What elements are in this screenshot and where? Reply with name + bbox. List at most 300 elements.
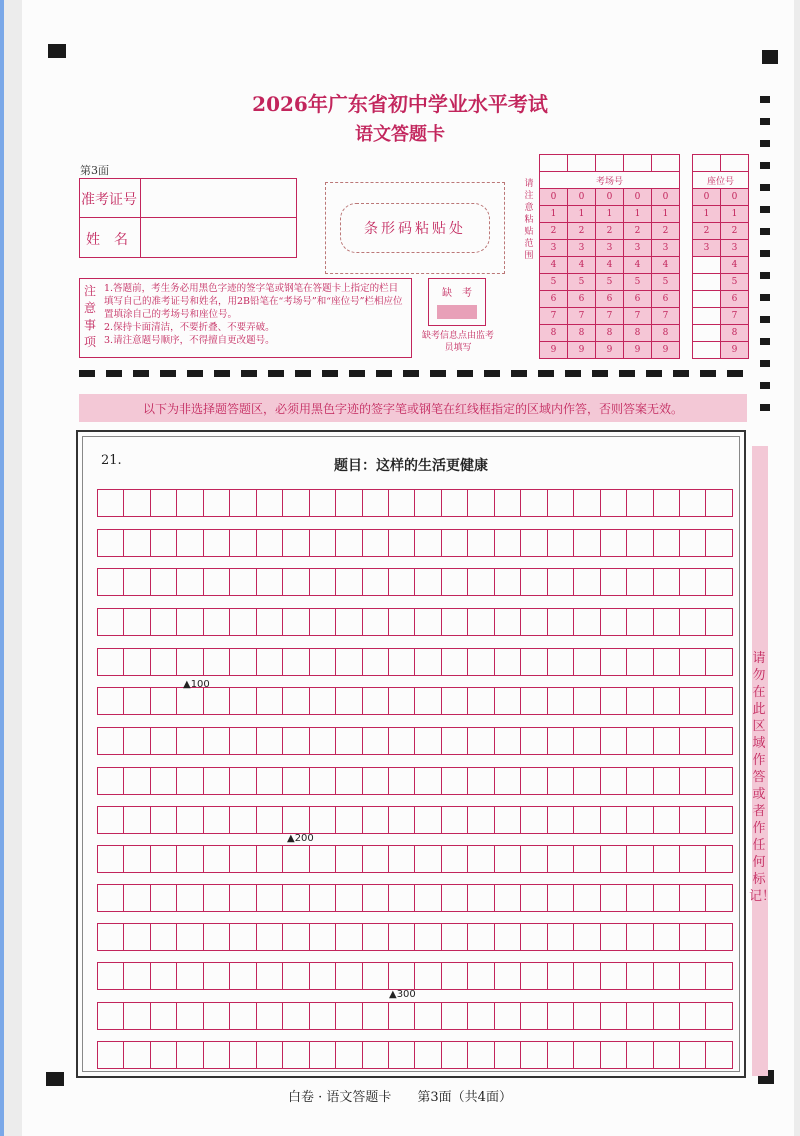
writing-grid-cell[interactable]: [336, 530, 362, 556]
writing-grid-cell[interactable]: [336, 807, 362, 833]
writing-grid-cell[interactable]: [124, 963, 150, 989]
writing-grid-cell[interactable]: [151, 649, 177, 675]
writing-grid-cell[interactable]: [230, 688, 256, 714]
writing-grid-cell[interactable]: [415, 963, 441, 989]
writing-grid-cell[interactable]: [283, 530, 309, 556]
writing-grid-cell[interactable]: [151, 728, 177, 754]
writing-grid-cell[interactable]: [468, 768, 494, 794]
writing-grid-cell[interactable]: [654, 924, 680, 950]
writing-grid-cell[interactable]: [601, 885, 627, 911]
writing-grid-cell[interactable]: [548, 609, 574, 635]
writing-grid-cell[interactable]: [574, 924, 600, 950]
writing-grid-cell[interactable]: [521, 728, 547, 754]
writing-grid-cell[interactable]: [177, 609, 203, 635]
writing-grid-cell[interactable]: [230, 609, 256, 635]
writing-grid-cell[interactable]: [389, 490, 415, 516]
writing-grid-cell[interactable]: [98, 1003, 124, 1029]
writing-grid-cell[interactable]: [389, 768, 415, 794]
writing-grid-cell[interactable]: [601, 490, 627, 516]
writing-grid-cell[interactable]: [680, 807, 706, 833]
writing-grid-cell[interactable]: [495, 490, 521, 516]
writing-grid-cell[interactable]: [98, 530, 124, 556]
writing-grid-cell[interactable]: [363, 846, 389, 872]
writing-grid-cell[interactable]: [548, 569, 574, 595]
writing-grid-cell[interactable]: [415, 609, 441, 635]
writing-grid-cell[interactable]: [257, 728, 283, 754]
writing-grid-cell[interactable]: [310, 1042, 336, 1068]
writing-grid-cell[interactable]: [151, 609, 177, 635]
writing-grid-cell[interactable]: [521, 846, 547, 872]
writing-grid-cell[interactable]: [548, 846, 574, 872]
writing-grid-cell[interactable]: [495, 885, 521, 911]
writing-grid-cell[interactable]: [124, 768, 150, 794]
writing-grid-cell[interactable]: [601, 609, 627, 635]
writing-grid-cell[interactable]: [548, 530, 574, 556]
writing-grid-cell[interactable]: [680, 963, 706, 989]
writing-grid-cell[interactable]: [442, 846, 468, 872]
writing-grid-cell[interactable]: [627, 569, 653, 595]
writing-grid-row[interactable]: [97, 845, 733, 873]
writing-grid-cell[interactable]: [310, 728, 336, 754]
writing-grid-cell[interactable]: [627, 1042, 653, 1068]
writing-grid-cell[interactable]: [415, 688, 441, 714]
writing-grid-cell[interactable]: [574, 1003, 600, 1029]
writing-grid-cell[interactable]: [495, 609, 521, 635]
writing-grid-cell[interactable]: [706, 728, 731, 754]
writing-grid-cell[interactable]: [283, 728, 309, 754]
writing-grid-cell[interactable]: [574, 963, 600, 989]
writing-grid-cell[interactable]: [124, 530, 150, 556]
writing-grid-cell[interactable]: [468, 688, 494, 714]
seat-digit-bubble[interactable]: 4: [721, 257, 749, 274]
writing-grid-cell[interactable]: [151, 1003, 177, 1029]
room-digit-bubble[interactable]: 6: [652, 291, 680, 308]
writing-grid-cell[interactable]: [257, 490, 283, 516]
writing-grid-cell[interactable]: [124, 1003, 150, 1029]
writing-grid-cell[interactable]: [495, 1042, 521, 1068]
writing-grid-cell[interactable]: [442, 768, 468, 794]
writing-grid-cell[interactable]: [468, 490, 494, 516]
writing-grid-cell[interactable]: [98, 688, 124, 714]
writing-grid-row[interactable]: [97, 1041, 733, 1069]
writing-grid-cell[interactable]: [230, 963, 256, 989]
writing-grid-cell[interactable]: [336, 649, 362, 675]
writing-grid-cell[interactable]: [468, 885, 494, 911]
writing-grid-cell[interactable]: [230, 569, 256, 595]
writing-grid-cell[interactable]: [442, 530, 468, 556]
writing-grid-cell[interactable]: [363, 1042, 389, 1068]
writing-grid-cell[interactable]: [151, 569, 177, 595]
writing-grid-cell[interactable]: [283, 846, 309, 872]
writing-grid-cell[interactable]: [230, 1003, 256, 1029]
writing-grid-cell[interactable]: [257, 569, 283, 595]
room-digit-bubble[interactable]: 1: [568, 206, 596, 223]
writing-grid-cell[interactable]: [177, 963, 203, 989]
writing-grid-cell[interactable]: [627, 846, 653, 872]
writing-grid-cell[interactable]: [177, 846, 203, 872]
writing-grid-cell[interactable]: [98, 728, 124, 754]
writing-grid-cell[interactable]: [283, 688, 309, 714]
writing-grid-cell[interactable]: [310, 569, 336, 595]
writing-grid-cell[interactable]: [204, 530, 230, 556]
writing-grid-cell[interactable]: [680, 1042, 706, 1068]
room-digit-bubble[interactable]: 4: [568, 257, 596, 274]
writing-grid-row[interactable]: [97, 923, 733, 951]
writing-grid-cell[interactable]: [680, 885, 706, 911]
writing-grid-cell[interactable]: [654, 530, 680, 556]
room-digit-bubble[interactable]: 9: [652, 342, 680, 359]
writing-grid-cell[interactable]: [204, 846, 230, 872]
writing-grid-row[interactable]: [97, 767, 733, 795]
writing-grid-cell[interactable]: [230, 649, 256, 675]
writing-grid-cell[interactable]: [204, 963, 230, 989]
room-digit-bubble[interactable]: 2: [652, 223, 680, 240]
seat-digit-bubble[interactable]: 3: [721, 240, 749, 257]
writing-grid-cell[interactable]: [124, 807, 150, 833]
writing-grid-cell[interactable]: [230, 807, 256, 833]
writing-grid-cell[interactable]: [310, 1003, 336, 1029]
seat-digit-bubble[interactable]: 7: [721, 308, 749, 325]
writing-grid-cell[interactable]: [177, 924, 203, 950]
writing-grid-cell[interactable]: [574, 569, 600, 595]
writing-grid-cell[interactable]: [468, 649, 494, 675]
writing-grid-cell[interactable]: [336, 846, 362, 872]
room-digit-bubble[interactable]: 1: [652, 206, 680, 223]
writing-grid-cell[interactable]: [98, 924, 124, 950]
writing-grid-cell[interactable]: [442, 924, 468, 950]
writing-grid-cell[interactable]: [654, 609, 680, 635]
writing-grid-row[interactable]: [97, 687, 733, 715]
seat-digit-bubble[interactable]: 1: [721, 206, 749, 223]
writing-grid-cell[interactable]: [415, 1003, 441, 1029]
writing-grid-cell[interactable]: [495, 963, 521, 989]
writing-grid-cell[interactable]: [680, 609, 706, 635]
writing-grid-cell[interactable]: [389, 530, 415, 556]
writing-grid-cell[interactable]: [363, 609, 389, 635]
writing-grid-cell[interactable]: [468, 728, 494, 754]
writing-grid-cell[interactable]: [521, 1042, 547, 1068]
writing-grid-cell[interactable]: [257, 807, 283, 833]
writing-grid-cell[interactable]: [574, 649, 600, 675]
writing-grid-cell[interactable]: [283, 1003, 309, 1029]
room-digit-bubble[interactable]: 4: [652, 257, 680, 274]
writing-grid-cell[interactable]: [548, 963, 574, 989]
writing-grid-cell[interactable]: [548, 688, 574, 714]
room-digit-bubble[interactable]: 9: [624, 342, 652, 359]
room-digit-bubble[interactable]: 0: [596, 189, 624, 206]
room-digit-bubble[interactable]: 5: [540, 274, 568, 291]
writing-grid-cell[interactable]: [468, 1042, 494, 1068]
room-digit-bubble[interactable]: 0: [624, 189, 652, 206]
writing-grid-cell[interactable]: [601, 807, 627, 833]
writing-grid-cell[interactable]: [389, 846, 415, 872]
seat-digit-bubble[interactable]: 6: [721, 291, 749, 308]
writing-grid-cell[interactable]: [336, 1042, 362, 1068]
writing-grid-row[interactable]: [97, 568, 733, 596]
writing-grid-cell[interactable]: [257, 963, 283, 989]
writing-grid-cell[interactable]: [654, 490, 680, 516]
writing-grid-cell[interactable]: [257, 924, 283, 950]
writing-grid-cell[interactable]: [442, 649, 468, 675]
writing-grid-cell[interactable]: [548, 1042, 574, 1068]
seat-digit-bubble[interactable]: 0: [721, 189, 749, 206]
writing-grid-cell[interactable]: [283, 569, 309, 595]
writing-grid-cell[interactable]: [336, 963, 362, 989]
seat-digit-bubble[interactable]: 2: [721, 223, 749, 240]
writing-grid-cell[interactable]: [415, 649, 441, 675]
writing-grid-cell[interactable]: [283, 609, 309, 635]
writing-grid-cell[interactable]: [706, 768, 731, 794]
writing-grid-cell[interactable]: [521, 530, 547, 556]
room-digit-bubble[interactable]: 7: [652, 308, 680, 325]
writing-grid-cell[interactable]: [177, 1042, 203, 1068]
writing-grid-cell[interactable]: [468, 609, 494, 635]
seat-digit-bubble[interactable]: 5: [721, 274, 749, 291]
writing-grid-cell[interactable]: [627, 490, 653, 516]
room-digit-bubble[interactable]: 3: [596, 240, 624, 257]
writing-grid-cell[interactable]: [415, 924, 441, 950]
writing-grid-cell[interactable]: [706, 530, 731, 556]
writing-grid-cell[interactable]: [680, 490, 706, 516]
writing-grid-cell[interactable]: [601, 1003, 627, 1029]
writing-grid-cell[interactable]: [257, 846, 283, 872]
writing-grid-cell[interactable]: [98, 1042, 124, 1068]
writing-grid-cell[interactable]: [310, 609, 336, 635]
writing-grid-cell[interactable]: [257, 609, 283, 635]
writing-grid-cell[interactable]: [680, 530, 706, 556]
room-digit-bubble[interactable]: 5: [568, 274, 596, 291]
writing-grid-cell[interactable]: [124, 924, 150, 950]
writing-grid-cell[interactable]: [627, 609, 653, 635]
writing-grid-cell[interactable]: [204, 569, 230, 595]
writing-grid-cell[interactable]: [177, 688, 203, 714]
writing-grid-cell[interactable]: [257, 1042, 283, 1068]
writing-grid-cell[interactable]: [706, 846, 731, 872]
room-digit-bubble[interactable]: 8: [652, 325, 680, 342]
writing-grid-cell[interactable]: [389, 963, 415, 989]
writing-grid-cell[interactable]: [336, 924, 362, 950]
writing-grid-cell[interactable]: [257, 768, 283, 794]
writing-grid-cell[interactable]: [204, 885, 230, 911]
writing-grid-cell[interactable]: [204, 609, 230, 635]
room-digit-bubble[interactable]: 9: [540, 342, 568, 359]
writing-grid-cell[interactable]: [98, 609, 124, 635]
writing-grid-cell[interactable]: [124, 846, 150, 872]
writing-grid-cell[interactable]: [574, 1042, 600, 1068]
writing-grid-cell[interactable]: [680, 768, 706, 794]
writing-grid-cell[interactable]: [151, 530, 177, 556]
writing-grid-cell[interactable]: [98, 807, 124, 833]
writing-grid-cell[interactable]: [363, 728, 389, 754]
writing-grid-cell[interactable]: [442, 1042, 468, 1068]
writing-grid-cell[interactable]: [627, 649, 653, 675]
room-digit-bubble[interactable]: 8: [596, 325, 624, 342]
writing-grid-cell[interactable]: [230, 846, 256, 872]
writing-grid-cell[interactable]: [389, 807, 415, 833]
room-digit-bubble[interactable]: 0: [540, 189, 568, 206]
writing-grid-cell[interactable]: [389, 924, 415, 950]
room-digit-bubble[interactable]: 7: [568, 308, 596, 325]
writing-grid-cell[interactable]: [601, 963, 627, 989]
room-digit-bubble[interactable]: 0: [652, 189, 680, 206]
writing-grid-cell[interactable]: [574, 728, 600, 754]
writing-grid-cell[interactable]: [574, 885, 600, 911]
writing-grid-cell[interactable]: [124, 569, 150, 595]
writing-grid-cell[interactable]: [177, 569, 203, 595]
writing-grid-cell[interactable]: [363, 807, 389, 833]
writing-grid-cell[interactable]: [310, 649, 336, 675]
writing-grid-cell[interactable]: [336, 569, 362, 595]
writing-grid-cell[interactable]: [415, 768, 441, 794]
room-digit-bubble[interactable]: 9: [596, 342, 624, 359]
writing-grid-cell[interactable]: [442, 963, 468, 989]
writing-grid-cell[interactable]: [177, 1003, 203, 1029]
writing-grid-cell[interactable]: [680, 1003, 706, 1029]
writing-grid-cell[interactable]: [336, 609, 362, 635]
writing-grid-cell[interactable]: [310, 846, 336, 872]
writing-grid-cell[interactable]: [151, 1042, 177, 1068]
writing-grid-cell[interactable]: [442, 728, 468, 754]
writing-grid-cell[interactable]: [363, 1003, 389, 1029]
seat-digit-bubble[interactable]: 0: [693, 189, 721, 206]
writing-grid-cell[interactable]: [548, 490, 574, 516]
writing-grid-cell[interactable]: [468, 846, 494, 872]
writing-grid-cell[interactable]: [177, 530, 203, 556]
room-digit-bubble[interactable]: 8: [540, 325, 568, 342]
writing-grid-cell[interactable]: [574, 846, 600, 872]
seat-digit-bubble[interactable]: 3: [693, 240, 721, 257]
absent-fill-mark[interactable]: [437, 305, 477, 319]
writing-grid-cell[interactable]: [98, 768, 124, 794]
writing-grid-cell[interactable]: [627, 688, 653, 714]
writing-grid-cell[interactable]: [521, 569, 547, 595]
writing-grid-cell[interactable]: [495, 768, 521, 794]
writing-grid-cell[interactable]: [442, 885, 468, 911]
writing-grid-cell[interactable]: [574, 490, 600, 516]
writing-grid-cell[interactable]: [98, 846, 124, 872]
writing-grid-cell[interactable]: [654, 1003, 680, 1029]
writing-grid-cell[interactable]: [230, 1042, 256, 1068]
writing-grid-cell[interactable]: [495, 924, 521, 950]
writing-grid-cell[interactable]: [283, 768, 309, 794]
writing-grid-cell[interactable]: [151, 963, 177, 989]
room-digit-bubble[interactable]: 2: [568, 223, 596, 240]
writing-grid-cell[interactable]: [468, 963, 494, 989]
writing-grid-cell[interactable]: [495, 846, 521, 872]
writing-grid-cell[interactable]: [363, 963, 389, 989]
writing-grid-cell[interactable]: [257, 1003, 283, 1029]
writing-grid-cell[interactable]: [257, 530, 283, 556]
room-digit-bubble[interactable]: 3: [568, 240, 596, 257]
seat-digit-bubble[interactable]: 8: [721, 325, 749, 342]
writing-grid-cell[interactable]: [124, 885, 150, 911]
writing-grid-cell[interactable]: [230, 490, 256, 516]
writing-grid-cell[interactable]: [177, 807, 203, 833]
writing-grid-row[interactable]: [97, 648, 733, 676]
room-digit-bubble[interactable]: 6: [568, 291, 596, 308]
room-digit-bubble[interactable]: 2: [624, 223, 652, 240]
writing-grid-cell[interactable]: [521, 688, 547, 714]
room-digit-bubble[interactable]: 7: [624, 308, 652, 325]
writing-grid-cell[interactable]: [706, 1042, 731, 1068]
writing-grid-row[interactable]: [97, 1002, 733, 1030]
writing-grid-cell[interactable]: [363, 885, 389, 911]
writing-grid-cell[interactable]: [442, 1003, 468, 1029]
writing-grid-cell[interactable]: [363, 688, 389, 714]
writing-grid-cell[interactable]: [204, 807, 230, 833]
writing-grid-cell[interactable]: [415, 530, 441, 556]
writing-grid-cell[interactable]: [283, 649, 309, 675]
writing-grid-cell[interactable]: [151, 768, 177, 794]
writing-grid-cell[interactable]: [442, 569, 468, 595]
writing-grid-cell[interactable]: [177, 768, 203, 794]
writing-grid-cell[interactable]: [495, 807, 521, 833]
writing-grid-cell[interactable]: [442, 688, 468, 714]
writing-grid-cell[interactable]: [601, 846, 627, 872]
writing-grid-cell[interactable]: [574, 807, 600, 833]
writing-grid-cell[interactable]: [654, 885, 680, 911]
writing-grid-cell[interactable]: [495, 688, 521, 714]
writing-grid-cell[interactable]: [151, 924, 177, 950]
room-digit-bubble[interactable]: 3: [624, 240, 652, 257]
room-digit-bubble[interactable]: 2: [596, 223, 624, 240]
writing-grid-cell[interactable]: [521, 1003, 547, 1029]
writing-grid-cell[interactable]: [627, 885, 653, 911]
writing-grid-cell[interactable]: [363, 490, 389, 516]
writing-grid-cell[interactable]: [283, 924, 309, 950]
writing-grid-row[interactable]: [97, 962, 733, 990]
writing-grid-cell[interactable]: [389, 1042, 415, 1068]
writing-grid-cell[interactable]: [310, 807, 336, 833]
writing-grid-cell[interactable]: [257, 885, 283, 911]
room-digit-bubble[interactable]: 6: [596, 291, 624, 308]
writing-grid-cell[interactable]: [230, 768, 256, 794]
writing-grid-cell[interactable]: [124, 649, 150, 675]
writing-grid-cell[interactable]: [283, 1042, 309, 1068]
writing-grid-cell[interactable]: [415, 807, 441, 833]
writing-grid-cell[interactable]: [627, 963, 653, 989]
room-digit-bubble[interactable]: 5: [596, 274, 624, 291]
writing-grid-cell[interactable]: [521, 609, 547, 635]
writing-grid-cell[interactable]: [283, 490, 309, 516]
writing-grid-cell[interactable]: [468, 569, 494, 595]
writing-grid-cell[interactable]: [363, 530, 389, 556]
writing-grid-cell[interactable]: [706, 885, 731, 911]
writing-grid-cell[interactable]: [627, 807, 653, 833]
writing-grid-cell[interactable]: [654, 569, 680, 595]
writing-grid-cell[interactable]: [706, 1003, 731, 1029]
writing-grid-cell[interactable]: [495, 569, 521, 595]
room-digit-bubble[interactable]: 3: [540, 240, 568, 257]
writing-grid-cell[interactable]: [363, 569, 389, 595]
writing-grid-cell[interactable]: [336, 728, 362, 754]
writing-grid-cell[interactable]: [151, 846, 177, 872]
writing-grid-cell[interactable]: [680, 924, 706, 950]
writing-grid-cell[interactable]: [706, 609, 731, 635]
writing-grid-cell[interactable]: [442, 609, 468, 635]
room-digit-bubble[interactable]: 3: [652, 240, 680, 257]
writing-grid-cell[interactable]: [98, 649, 124, 675]
writing-grid-cell[interactable]: [680, 569, 706, 595]
writing-grid-cell[interactable]: [124, 1042, 150, 1068]
seat-digit-bubble[interactable]: 9: [721, 342, 749, 359]
writing-grid-cell[interactable]: [468, 924, 494, 950]
writing-grid-cell[interactable]: [495, 530, 521, 556]
writing-grid-cell[interactable]: [548, 924, 574, 950]
writing-grid-cell[interactable]: [310, 530, 336, 556]
writing-grid-row[interactable]: [97, 727, 733, 755]
writing-grid-cell[interactable]: [363, 649, 389, 675]
